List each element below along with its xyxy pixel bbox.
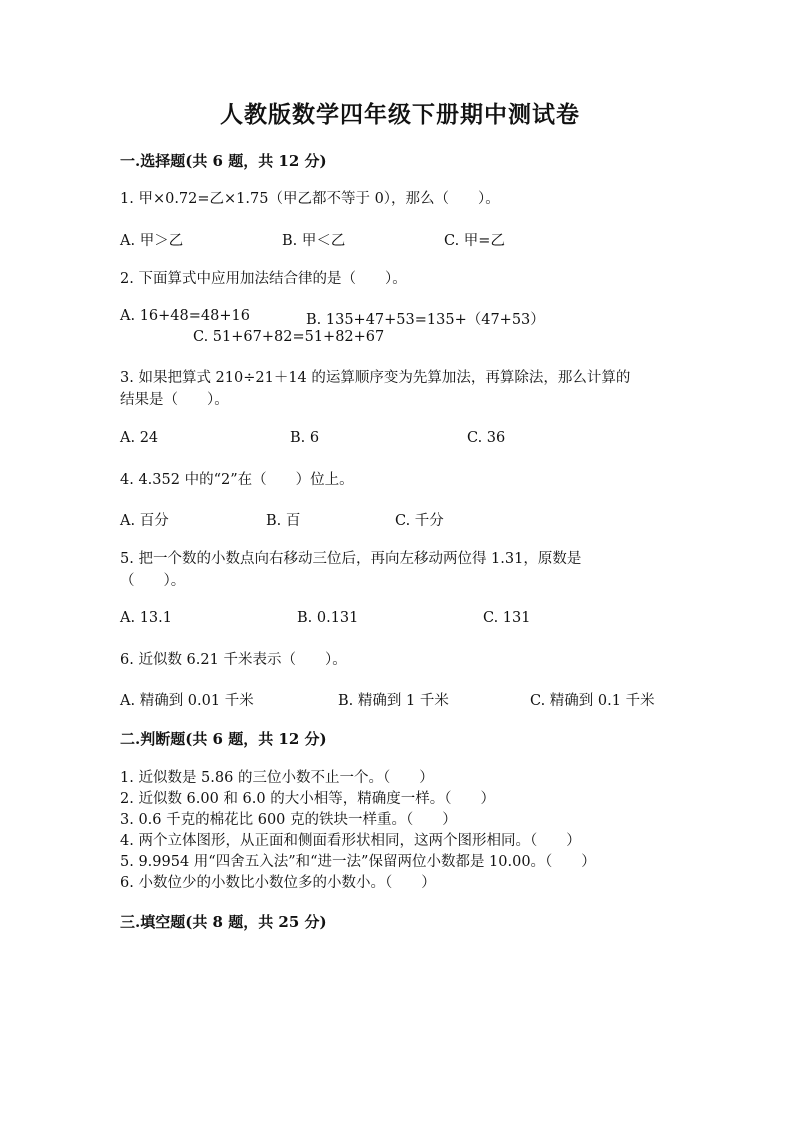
question-1: 1. 甲×0.72=乙×1.75（甲乙都不等于 0），那么（ ）。 bbox=[120, 191, 500, 207]
question-5-line-1: 5. 把一个数的小数点向右移动三位后，再向左移动两位得 1.31，原数是 bbox=[120, 551, 582, 567]
question-5-line-2: （ ）。 bbox=[120, 573, 186, 589]
question-4: 4. 4.352 中的“2”在（ ）位上。 bbox=[120, 472, 354, 488]
judge-item-2: 2. 近似数 6.00 和 6.0 的大小相等，精确度一样。（ ） bbox=[120, 791, 495, 807]
question-2-option-b: B. 135+47+53=135+（47+53） bbox=[306, 312, 545, 328]
judge-item-1: 1. 近似数是 5.86 的三位小数不止一个。（ ） bbox=[120, 770, 434, 786]
section-heading-choice: 一.选择题(共 6 题，共 12 分) bbox=[120, 152, 327, 170]
question-3-option-b: B. 6 bbox=[290, 430, 320, 446]
question-5-option-b: B. 0.131 bbox=[297, 610, 359, 626]
question-4-option-b: B. 百 bbox=[266, 513, 301, 529]
question-1-option-c: C. 甲=乙 bbox=[444, 233, 505, 249]
judge-item-5: 5. 9.9954 用“四舍五入法”和“进一法”保留两位小数都是 10.00。（ ） bbox=[120, 854, 596, 870]
exam-title: 人教版数学四年级下册期中测试卷 bbox=[220, 101, 580, 128]
question-4-option-a: A. 百分 bbox=[120, 513, 169, 529]
question-6-option-c: C. 精确到 0.1 千米 bbox=[530, 693, 655, 709]
question-6-option-a: A. 精确到 0.01 千米 bbox=[120, 693, 254, 709]
question-3-option-c: C. 36 bbox=[467, 430, 506, 446]
judge-item-3: 3. 0.6 千克的棉花比 600 克的铁块一样重。（ ） bbox=[120, 812, 457, 828]
question-3-line-2: 结果是（ ）。 bbox=[120, 392, 229, 408]
judge-item-6: 6. 小数位少的小数比小数位多的小数小。（ ） bbox=[120, 875, 436, 891]
question-1-option-a: A. 甲＞乙 bbox=[120, 233, 184, 249]
question-5-option-a: A. 13.1 bbox=[120, 610, 172, 626]
question-5-option-c: C. 131 bbox=[483, 610, 531, 626]
question-4-option-c: C. 千分 bbox=[395, 513, 444, 529]
question-2-option-a: A. 16+48=48+16 bbox=[120, 308, 250, 324]
question-6-option-b: B. 精确到 1 千米 bbox=[338, 693, 449, 709]
question-2: 2. 下面算式中应用加法结合律的是（ ）。 bbox=[120, 271, 407, 287]
question-1-option-b: B. 甲＜乙 bbox=[282, 233, 346, 249]
judge-item-4: 4. 两个立体图形，从正面和侧面看形状相同，这两个图形相同。（ ） bbox=[120, 833, 581, 849]
question-2-option-c: C. 51+67+82=51+82+67 bbox=[193, 329, 385, 345]
section-heading-fill: 三.填空题(共 8 题，共 25 分) bbox=[120, 913, 327, 931]
question-6: 6. 近似数 6.21 千米表示（ ）。 bbox=[120, 652, 347, 668]
question-3-line-1: 3. 如果把算式 210÷21＋14 的运算顺序变为先算加法，再算除法，那么计算的 bbox=[120, 370, 631, 386]
section-heading-judge: 二.判断题(共 6 题，共 12 分) bbox=[120, 730, 327, 748]
question-3-option-a: A. 24 bbox=[120, 430, 159, 446]
